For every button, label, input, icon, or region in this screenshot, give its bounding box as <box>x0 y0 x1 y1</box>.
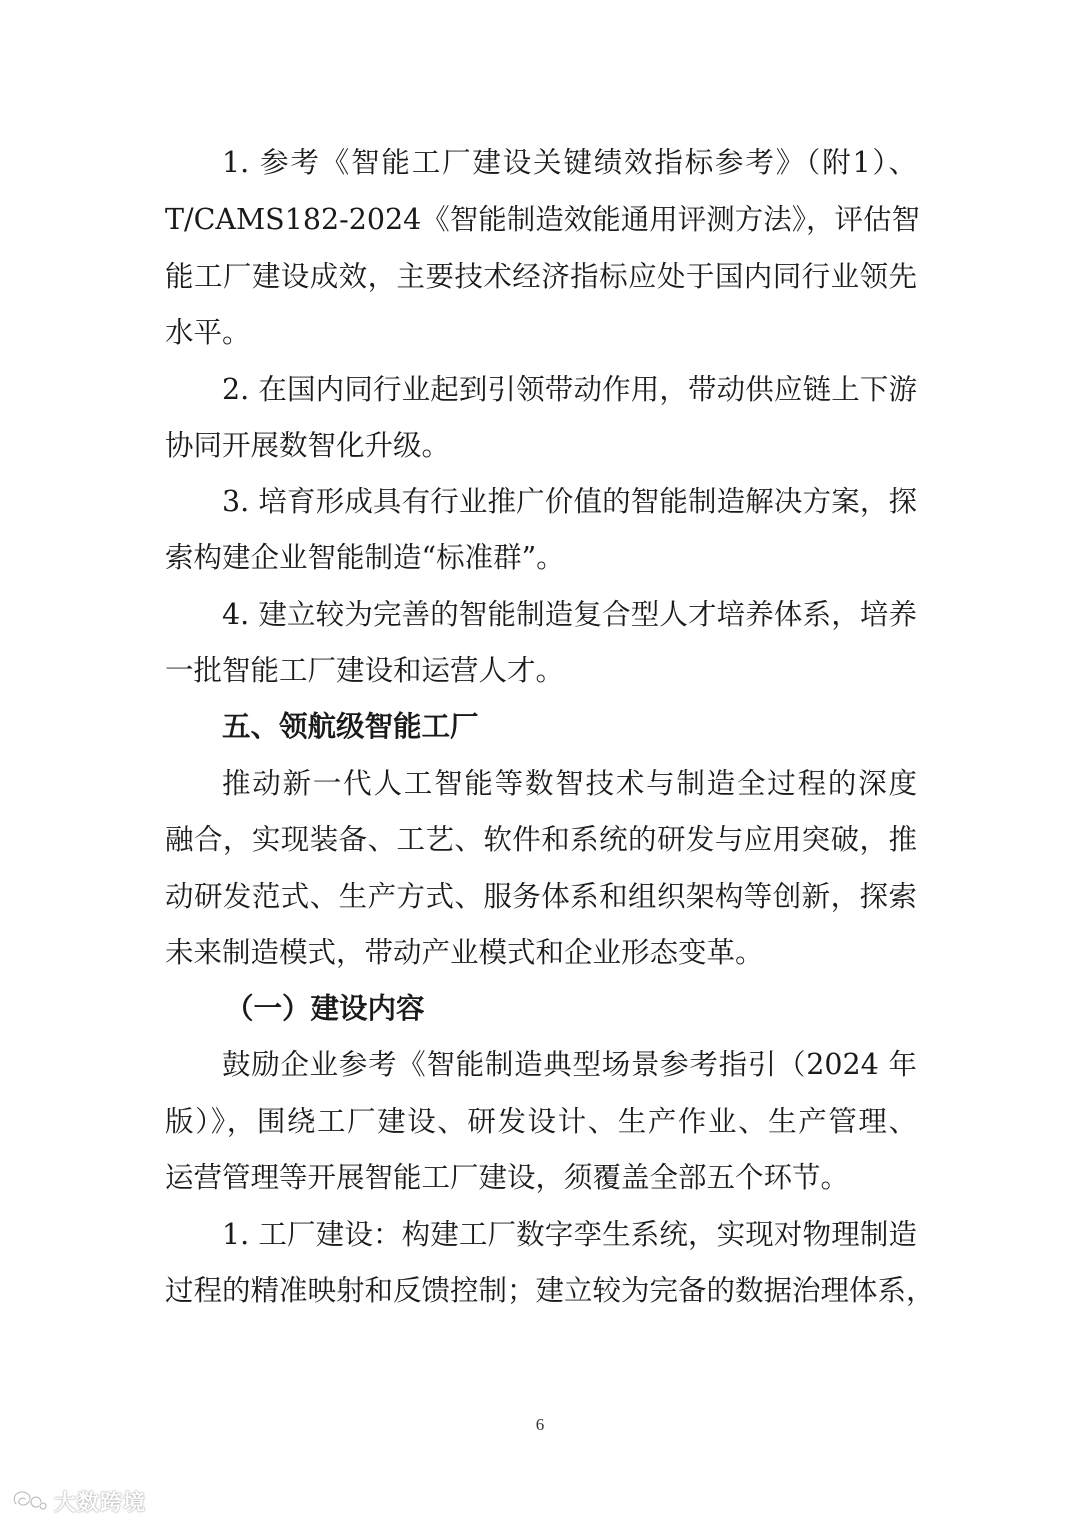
paragraph-line: 推动新一代人工智能等数智技术与制造全过程的深度 <box>222 767 917 800</box>
paragraph-line: 过程的精准映射和反馈控制；建立较为完备的数据治理体系， <box>165 1274 935 1307</box>
paragraph-line: T/CAMS182-2024《智能制造效能通用评测方法》，评估智 <box>165 203 921 236</box>
paragraph-line: 索构建企业智能制造“标准群”。 <box>165 541 565 574</box>
paragraph-line: 动研发范式、生产方式、服务体系和组织架构等创新，探索 <box>165 880 917 913</box>
paragraph-line: 水平。 <box>165 316 251 349</box>
paragraph-line: 版）》，围绕工厂建设、研发设计、生产作业、生产管理、 <box>165 1105 917 1138</box>
paragraph-line: 融合，实现装备、工艺、软件和系统的研发与应用突破，推 <box>165 823 917 856</box>
watermark <box>8 1484 146 1518</box>
paragraph-line: 3. 培育形成具有行业推广价值的智能制造解决方案，探 <box>222 485 917 518</box>
page-number: 6 <box>535 1415 545 1434</box>
paragraph-line: 2. 在国内同行业起到引领带动作用，带动供应链上下游 <box>222 373 917 406</box>
logo-swirl-icon <box>8 1486 48 1516</box>
subsection-heading: （一）建设内容 <box>225 992 425 1025</box>
watermark-text: 大数跨境 <box>54 1490 147 1516</box>
paragraph-line: 4. 建立较为完善的智能制造复合型人才培养体系，培养 <box>222 598 917 631</box>
paragraph-line: 1. 参考《智能工厂建设关键绩效指标参考》（附1）、 <box>222 146 917 179</box>
paragraph-line: 协同开展数智化升级。 <box>165 429 451 462</box>
paragraph-line: 1. 工厂建设：构建工厂数字孪生系统，实现对物理制造 <box>222 1218 917 1251</box>
paragraph-line: 一批智能工厂建设和运营人才。 <box>165 654 565 687</box>
paragraph-line: 鼓励企业参考《智能制造典型场景参考指引（2024 年 <box>222 1048 917 1081</box>
paragraph-line: 未来制造模式，带动产业模式和企业形态变革。 <box>165 936 764 969</box>
paragraph-line: 运营管理等开展智能工厂建设，须覆盖全部五个环节。 <box>165 1161 850 1194</box>
paragraph-line: 能工厂建设成效，主要技术经济指标应处于国内同行业领先 <box>165 260 917 293</box>
section-heading: 五、领航级智能工厂 <box>222 710 479 743</box>
